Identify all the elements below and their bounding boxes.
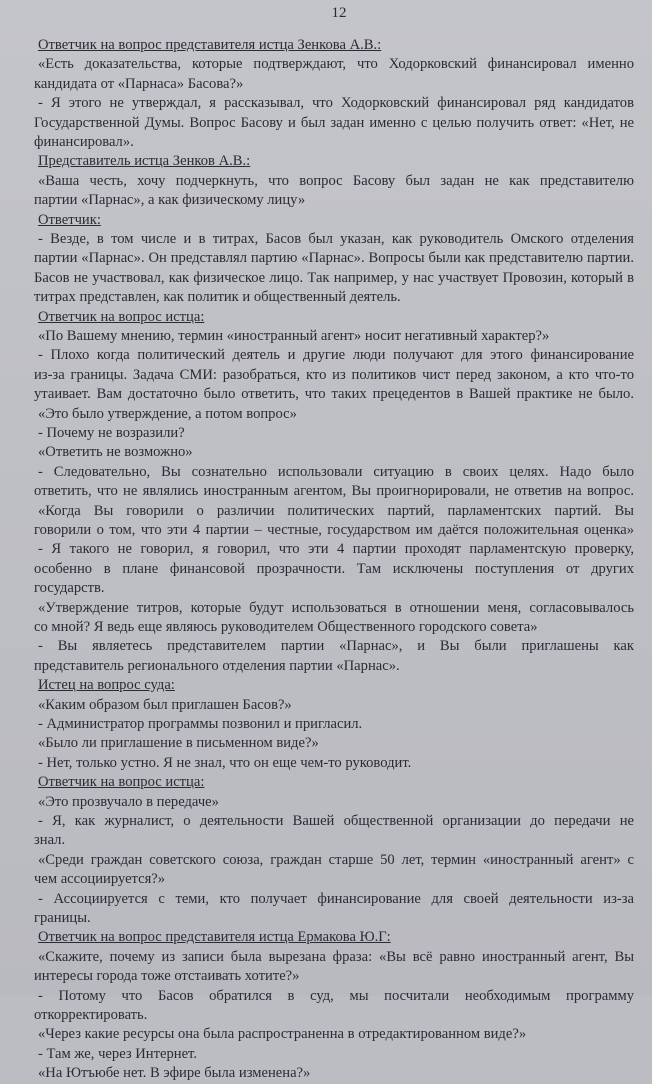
text-line: чем ассоциируется?» — [34, 871, 166, 888]
text-line: - Почему не возразили? — [38, 424, 185, 441]
text-line: - Вы являетесь представителем партии «Парнас», и Вы были приглашены как — [38, 638, 634, 655]
text-line: - Следовательно, Вы сознательно использовали ситуацию в своих целях. Надо было — [38, 463, 634, 480]
text-line: «Это прозвучало в передаче» — [38, 793, 219, 810]
text-line: утаивает. Вам достаточно было ответить, что таких прецедентов в Вашей практике не было. — [34, 386, 634, 403]
text-line: - Потому что Басов обратился в суд, мы посчитали необходимым программу — [38, 987, 634, 1004]
text-line: финансировал». — [34, 133, 134, 150]
text-line: «Когда Вы говорили о различии политических партий, парламентских партий. Вы — [38, 502, 634, 519]
text-line: «Ответить не возможно» — [38, 444, 193, 461]
text-line: говорили о том, что эти 4 партии – честные, государством им даётся положительная оценка» — [34, 521, 634, 538]
section-heading: Ответчик на вопрос представителя истца Зенкова А.В.: — [38, 37, 382, 53]
text-line: - Там же, через Интернет. — [38, 1045, 197, 1062]
text-line: - Я этого не утверждал, я рассказывал, что Ходорковский финансировал ряд кандидатов — [38, 95, 634, 112]
text-line: - Я, как журналист, о деятельности Вашей общественной организации до передачи не — [38, 812, 634, 829]
text-line: со мной? Я ведь еще являюсь руководителем Общественного городского совета» — [34, 618, 538, 635]
text-line: «Было ли приглашение в письменном виде?» — [38, 735, 319, 752]
section-heading: Представитель истца Зенков А.В.: — [38, 153, 251, 170]
section-heading: Ответчик на вопрос представителя истца Ермакова Ю.Г: — [38, 929, 391, 946]
text-line: представитель регионального отделения партии «Парнас». — [34, 657, 400, 674]
text-line: «Каким образом был приглашен Басов?» — [38, 696, 292, 713]
text-line: - Везде, в том числе и в титрах, Басов был указан, как руководитель Омского отделения — [38, 231, 634, 247]
text-line: - Плохо когда политический деятель и другие люди получают для этого финансирование — [38, 347, 634, 364]
text-line: Басов не участвовал, как физическое лицо. Так например, у нас участвует Провозин, который в — [34, 269, 634, 286]
text-line: границы. — [34, 909, 91, 926]
text-line: «Это было утверждение, а потом вопрос» — [38, 405, 297, 422]
text-line: из-за границы. Задача СМИ: разобраться, кто из политиков чист перед законом, а кто что-то — [34, 366, 634, 383]
text-line: «Среди граждан советского союза, граждан старше 50 лет, термин «иностранный агент» с — [38, 851, 634, 868]
text-line: - Я такого не говорил, я говорил, что эти 4 партии проходят парламентскую проверку, — [38, 541, 634, 558]
section-heading: Ответчик на вопрос истца: — [38, 774, 205, 791]
text-line: - Нет, только устно. Я не знал, что он еще чем-то руководит. — [38, 754, 412, 771]
text-line: интересы города тоже отстаивать хотите?» — [34, 968, 300, 985]
text-line: «По Вашему мнению, термин «иностранный агент» носит негативный характер?» — [38, 327, 550, 344]
text-line: «На Ютъюбе нет. В эфире была изменена?» — [38, 1065, 311, 1082]
text-line: ответить, что не являлись иностранным агентом, Вы проигнорировали, не ответив на вопрос. — [34, 483, 634, 500]
section-heading: Ответчик на вопрос истца: — [38, 308, 205, 325]
section-heading: Истец на вопрос суда: — [38, 677, 175, 694]
text-line: - Администратор программы позвонил и пригласил. — [38, 715, 363, 732]
transcript-text — [34, 36, 634, 1084]
text-line: кандидата от «Парнаса» Басова?» — [34, 75, 244, 92]
text-line: «Утверждение титров, которые будут использоваться в отношении меня, согласовывалось — [38, 599, 634, 616]
text-line: «Через какие ресурсы она была распространенна в отредактированном виде?» — [38, 1026, 527, 1043]
text-line: государств. — [34, 580, 105, 597]
text-line: знал. — [34, 832, 66, 849]
text-line: особенно в плане финансовой прозрачности. Там исключены поступления от других — [34, 560, 634, 577]
text-line: «Есть доказательства, которые подтверждают, что Ходорковский финансировал именно — [38, 56, 634, 73]
text-line: «Ваша честь, хочу подчеркнуть, что вопрос Басову был задан не как представителю — [38, 172, 634, 189]
text-line: партии «Парнас». Он представлял партию «Парнас». Вопросы были как представителю партии. — [34, 250, 634, 267]
text-line: «Скажите, почему из записи была вырезана фраза: «Вы всё равно иностранный агент, Вы — [38, 948, 634, 965]
text-line: титрах представлен, как политик и общественный деятель. — [34, 289, 401, 306]
text-line: Государственной Думы. Вопрос Басову и был задан именно с целью получить ответ: «Нет, не — [34, 114, 634, 131]
section-heading: Ответчик: — [38, 211, 101, 228]
text-line: партии «Парнас», а как физическому лицу» — [34, 192, 306, 209]
page-number: 12 — [331, 5, 347, 21]
text-line: откорректировать. — [34, 1006, 148, 1023]
text-line: - Ассоциируется с теми, кто получает финансирование для своей деятельности из-за — [38, 890, 634, 907]
